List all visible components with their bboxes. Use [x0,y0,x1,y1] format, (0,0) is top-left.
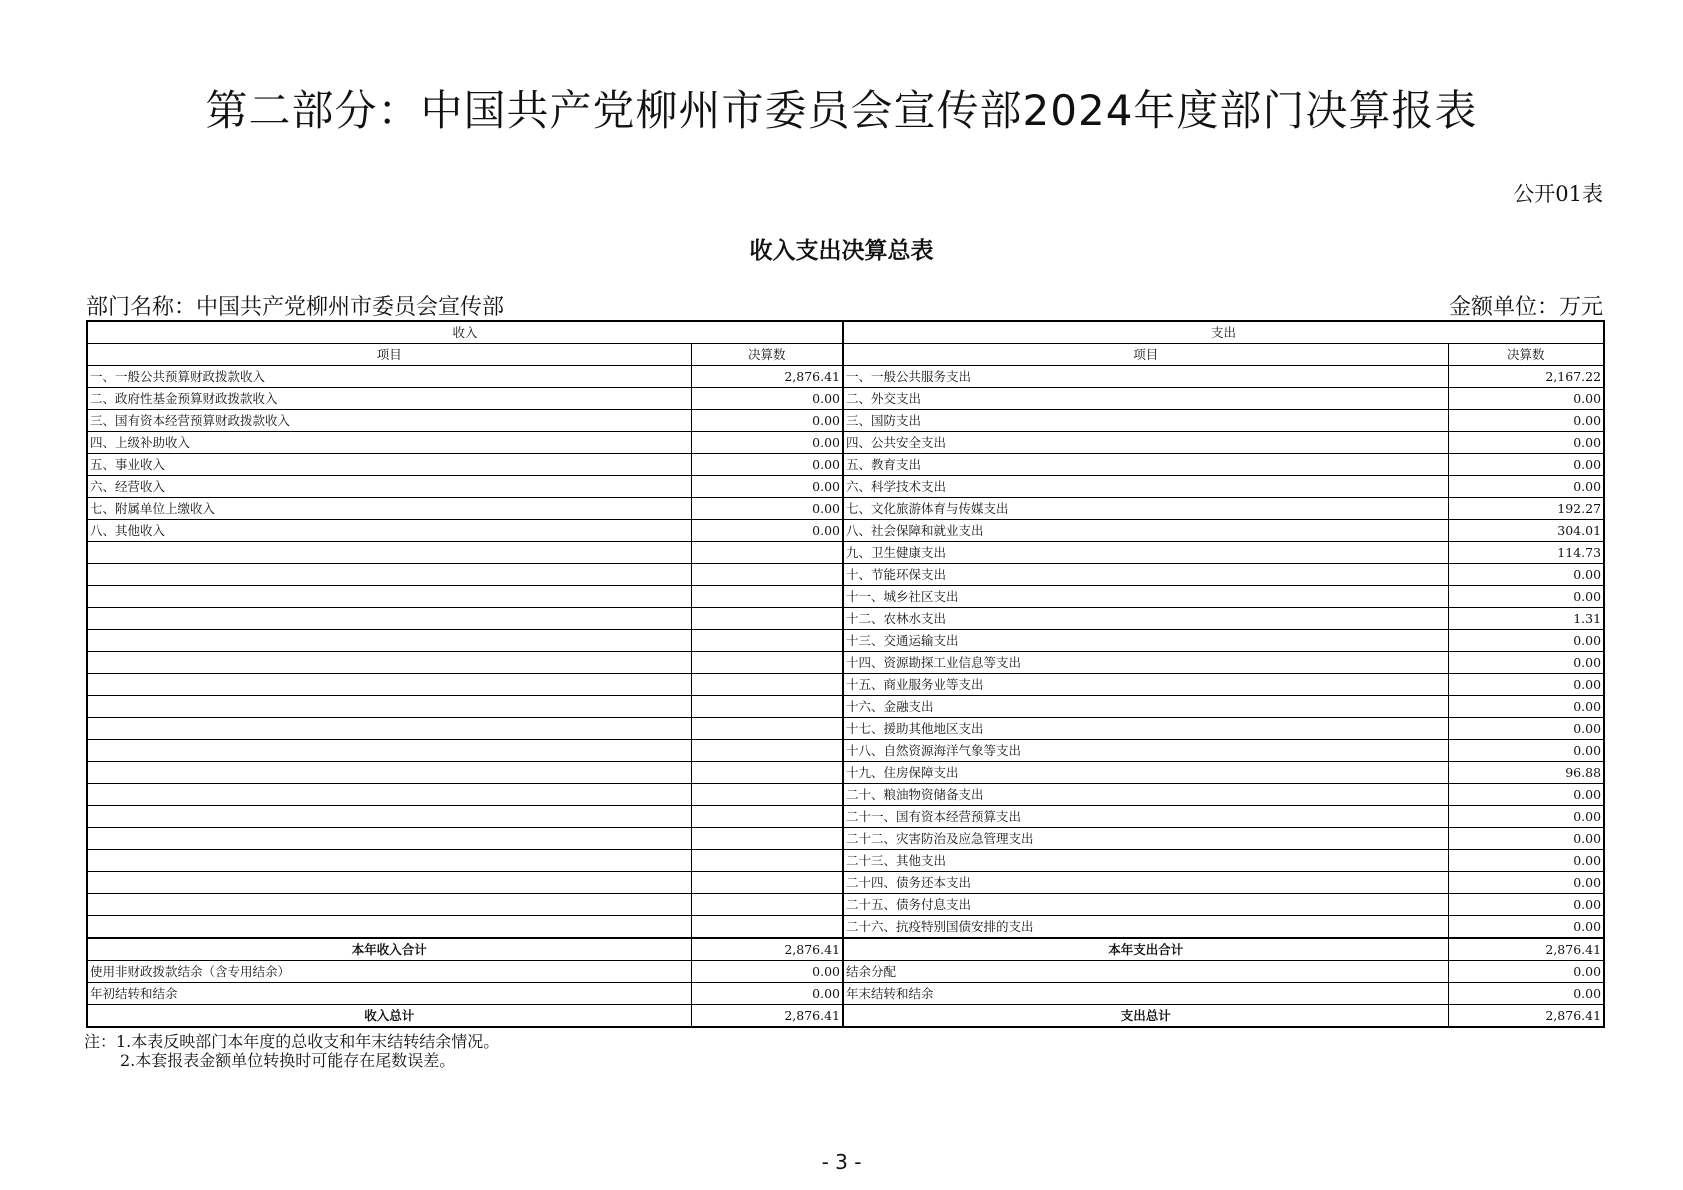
header-row-columns [87,344,1604,366]
expense-item-cell: 十二、农林水支出 [843,608,1448,630]
income-item-cell [87,718,691,740]
expense-item-cell: 十四、资源勘探工业信息等支出 [843,652,1448,674]
table-row [87,652,1604,674]
income-item-cell: 七、附属单位上缴收入 [87,498,691,520]
expense-amount-cell: 0.00 [1448,476,1604,498]
income-amount-cell: 0.00 [691,476,843,498]
income-item-cell [87,696,691,718]
income-amount-cell [691,630,843,652]
income-item-cell [87,916,691,939]
table-row [87,740,1604,762]
income-amount-cell [691,586,843,608]
income-amount-cell [691,696,843,718]
income-amount-cell [691,652,843,674]
table-row [87,498,1604,520]
table-row [87,828,1604,850]
income-item-cell: 四、上级补助收入 [87,432,691,454]
expense-amount-cell: 0.00 [1448,806,1604,828]
expense-amount-cell: 0.00 [1448,454,1604,476]
income-item-header: 项目 [87,344,691,366]
form-number: 公开01表 [1513,182,1603,206]
nonfiscal-amount: 0.00 [691,961,843,983]
table-row [87,806,1604,828]
expense-item-cell: 二十二、灾害防治及应急管理支出 [843,828,1448,850]
table-row [87,718,1604,740]
expense-item-cell: 一、一般公共服务支出 [843,366,1448,388]
income-amount-cell [691,718,843,740]
nonfiscal-row [87,961,1604,983]
income-item-cell [87,850,691,872]
expense-amount-cell: 0.00 [1448,630,1604,652]
expense-item-cell: 十六、金融支出 [843,696,1448,718]
income-item-cell [87,608,691,630]
note-line-2: 2.本套报表金额单位转换时可能存在尾数误差。 [120,1051,456,1070]
expense-amount-cell: 96.88 [1448,762,1604,784]
income-amount-cell [691,784,843,806]
income-item-cell [87,894,691,916]
table-row [87,762,1604,784]
end-balance-amount: 0.00 [1448,983,1604,1005]
expense-amount-cell: 0.00 [1448,850,1604,872]
balance-row [87,983,1604,1005]
table-row [87,850,1604,872]
income-amount-cell [691,916,843,939]
expense-amount-cell: 0.00 [1448,828,1604,850]
expense-amount-cell: 0.00 [1448,410,1604,432]
expense-item-cell: 二十三、其他支出 [843,850,1448,872]
expense-amount-cell: 0.00 [1448,894,1604,916]
income-item-cell [87,806,691,828]
expense-amount-cell: 0.00 [1448,872,1604,894]
table-row [87,564,1604,586]
expense-amount-cell: 0.00 [1448,740,1604,762]
begin-balance-label: 年初结转和结余 [87,983,691,1005]
income-item-cell [87,630,691,652]
income-item-cell: 三、国有资本经营预算财政拨款收入 [87,410,691,432]
income-amount-cell [691,608,843,630]
table-row [87,894,1604,916]
income-amount-cell: 0.00 [691,454,843,476]
expense-item-cell: 三、国防支出 [843,410,1448,432]
income-grand-total-amount: 2,876.41 [691,1005,843,1028]
table-row [87,872,1604,894]
grand-total-row [87,1005,1604,1028]
expense-amount-cell: 304.01 [1448,520,1604,542]
income-item-cell [87,828,691,850]
header-row-sections [87,321,1604,344]
expense-item-cell: 十五、商业服务业等支出 [843,674,1448,696]
table-row [87,608,1604,630]
expense-item-cell: 十九、住房保障支出 [843,762,1448,784]
table-row [87,916,1604,939]
income-amount-cell [691,872,843,894]
income-item-cell [87,784,691,806]
expense-item-cell: 二十四、债务还本支出 [843,872,1448,894]
income-amount-cell: 0.00 [691,520,843,542]
expense-amount-cell: 0.00 [1448,652,1604,674]
income-item-cell [87,674,691,696]
income-item-cell [87,762,691,784]
expense-amount-cell: 1.31 [1448,608,1604,630]
income-item-cell: 一、一般公共预算财政拨款收入 [87,366,691,388]
expense-amount-cell: 0.00 [1448,388,1604,410]
income-item-cell [87,652,691,674]
year-income-total-label: 本年收入合计 [87,938,691,961]
income-amount-cell: 0.00 [691,388,843,410]
income-item-cell [87,740,691,762]
year-total-row [87,938,1604,961]
income-amount-cell: 0.00 [691,498,843,520]
table-row [87,432,1604,454]
table-row [87,674,1604,696]
expense-amount-header: 决算数 [1448,344,1604,366]
expense-item-cell: 二十六、抗疫特别国债安排的支出 [843,916,1448,939]
page-title: 第二部分：中国共产党柳州市委员会宣传部2024年度部门决算报表 [205,86,1478,135]
expense-amount-cell: 0.00 [1448,696,1604,718]
note-line-1: 注：1.本表反映部门本年度的总收支和年末结转结余情况。 [84,1032,500,1051]
table-row [87,454,1604,476]
income-item-cell: 五、事业收入 [87,454,691,476]
income-grand-total-label: 收入总计 [87,1005,691,1028]
income-amount-cell [691,762,843,784]
expense-item-cell: 四、公共安全支出 [843,432,1448,454]
expense-item-cell: 二十、粮油物资储备支出 [843,784,1448,806]
table-row [87,366,1604,388]
surplus-distribution-label: 结余分配 [843,961,1448,983]
expense-amount-cell: 0.00 [1448,586,1604,608]
expense-amount-cell: 0.00 [1448,784,1604,806]
income-amount-cell [691,806,843,828]
income-item-cell [87,586,691,608]
table-notes [84,1032,499,1070]
page-number: - 3 - [821,1150,862,1174]
nonfiscal-label: 使用非财政拨款结余（含专用结余） [87,961,691,983]
income-expense-table [86,320,1605,1028]
table-row [87,410,1604,432]
expense-item-header: 项目 [843,344,1448,366]
expense-item-cell: 十、节能环保支出 [843,564,1448,586]
expense-item-cell: 五、教育支出 [843,454,1448,476]
income-item-cell: 二、政府性基金预算财政拨款收入 [87,388,691,410]
income-amount-header: 决算数 [691,344,843,366]
income-amount-cell: 2,876.41 [691,366,843,388]
income-item-cell [87,564,691,586]
income-amount-cell [691,894,843,916]
year-expense-total-label: 本年支出合计 [843,938,1448,961]
income-item-cell: 八、其他收入 [87,520,691,542]
year-income-total-amount: 2,876.41 [691,938,843,961]
expense-item-cell: 十一、城乡社区支出 [843,586,1448,608]
table-title: 收入支出决算总表 [749,238,934,264]
expense-amount-cell: 192.27 [1448,498,1604,520]
table-row [87,476,1604,498]
begin-balance-amount: 0.00 [691,983,843,1005]
income-amount-cell [691,850,843,872]
income-section-header: 收入 [87,321,843,344]
expense-grand-total-amount: 2,876.41 [1448,1005,1604,1028]
expense-item-cell: 八、社会保障和就业支出 [843,520,1448,542]
table-row [87,542,1604,564]
expense-item-cell: 二十一、国有资本经营预算支出 [843,806,1448,828]
amount-unit: 金额单位：万元 [1448,295,1603,320]
income-amount-cell: 0.00 [691,410,843,432]
expense-item-cell: 十三、交通运输支出 [843,630,1448,652]
expense-item-cell: 二、外交支出 [843,388,1448,410]
income-item-cell [87,542,691,564]
expense-amount-cell: 2,167.22 [1448,366,1604,388]
expense-item-cell: 六、科学技术支出 [843,476,1448,498]
year-expense-total-amount: 2,876.41 [1448,938,1604,961]
table-row [87,388,1604,410]
end-balance-label: 年末结转和结余 [843,983,1448,1005]
expense-grand-total-label: 支出总计 [843,1005,1448,1028]
table-row [87,630,1604,652]
expense-amount-cell: 114.73 [1448,542,1604,564]
income-amount-cell: 0.00 [691,432,843,454]
expense-item-cell: 十七、援助其他地区支出 [843,718,1448,740]
income-amount-cell [691,828,843,850]
expense-item-cell: 九、卫生健康支出 [843,542,1448,564]
expense-item-cell: 十八、自然资源海洋气象等支出 [843,740,1448,762]
table-row [87,520,1604,542]
income-amount-cell [691,740,843,762]
income-amount-cell [691,564,843,586]
surplus-distribution-amount: 0.00 [1448,961,1604,983]
expense-section-header: 支出 [843,321,1604,344]
income-amount-cell [691,542,843,564]
income-amount-cell [691,674,843,696]
table-row [87,586,1604,608]
expense-amount-cell: 0.00 [1448,564,1604,586]
expense-item-cell: 七、文化旅游体育与传媒支出 [843,498,1448,520]
income-item-cell: 六、经营收入 [87,476,691,498]
table-row [87,784,1604,806]
expense-item-cell: 二十五、债务付息支出 [843,894,1448,916]
expense-amount-cell: 0.00 [1448,916,1604,939]
expense-amount-cell: 0.00 [1448,432,1604,454]
expense-amount-cell: 0.00 [1448,718,1604,740]
expense-amount-cell: 0.00 [1448,674,1604,696]
department-name: 部门名称：中国共产党柳州市委员会宣传部 [86,295,505,320]
income-item-cell [87,872,691,894]
table-row [87,696,1604,718]
